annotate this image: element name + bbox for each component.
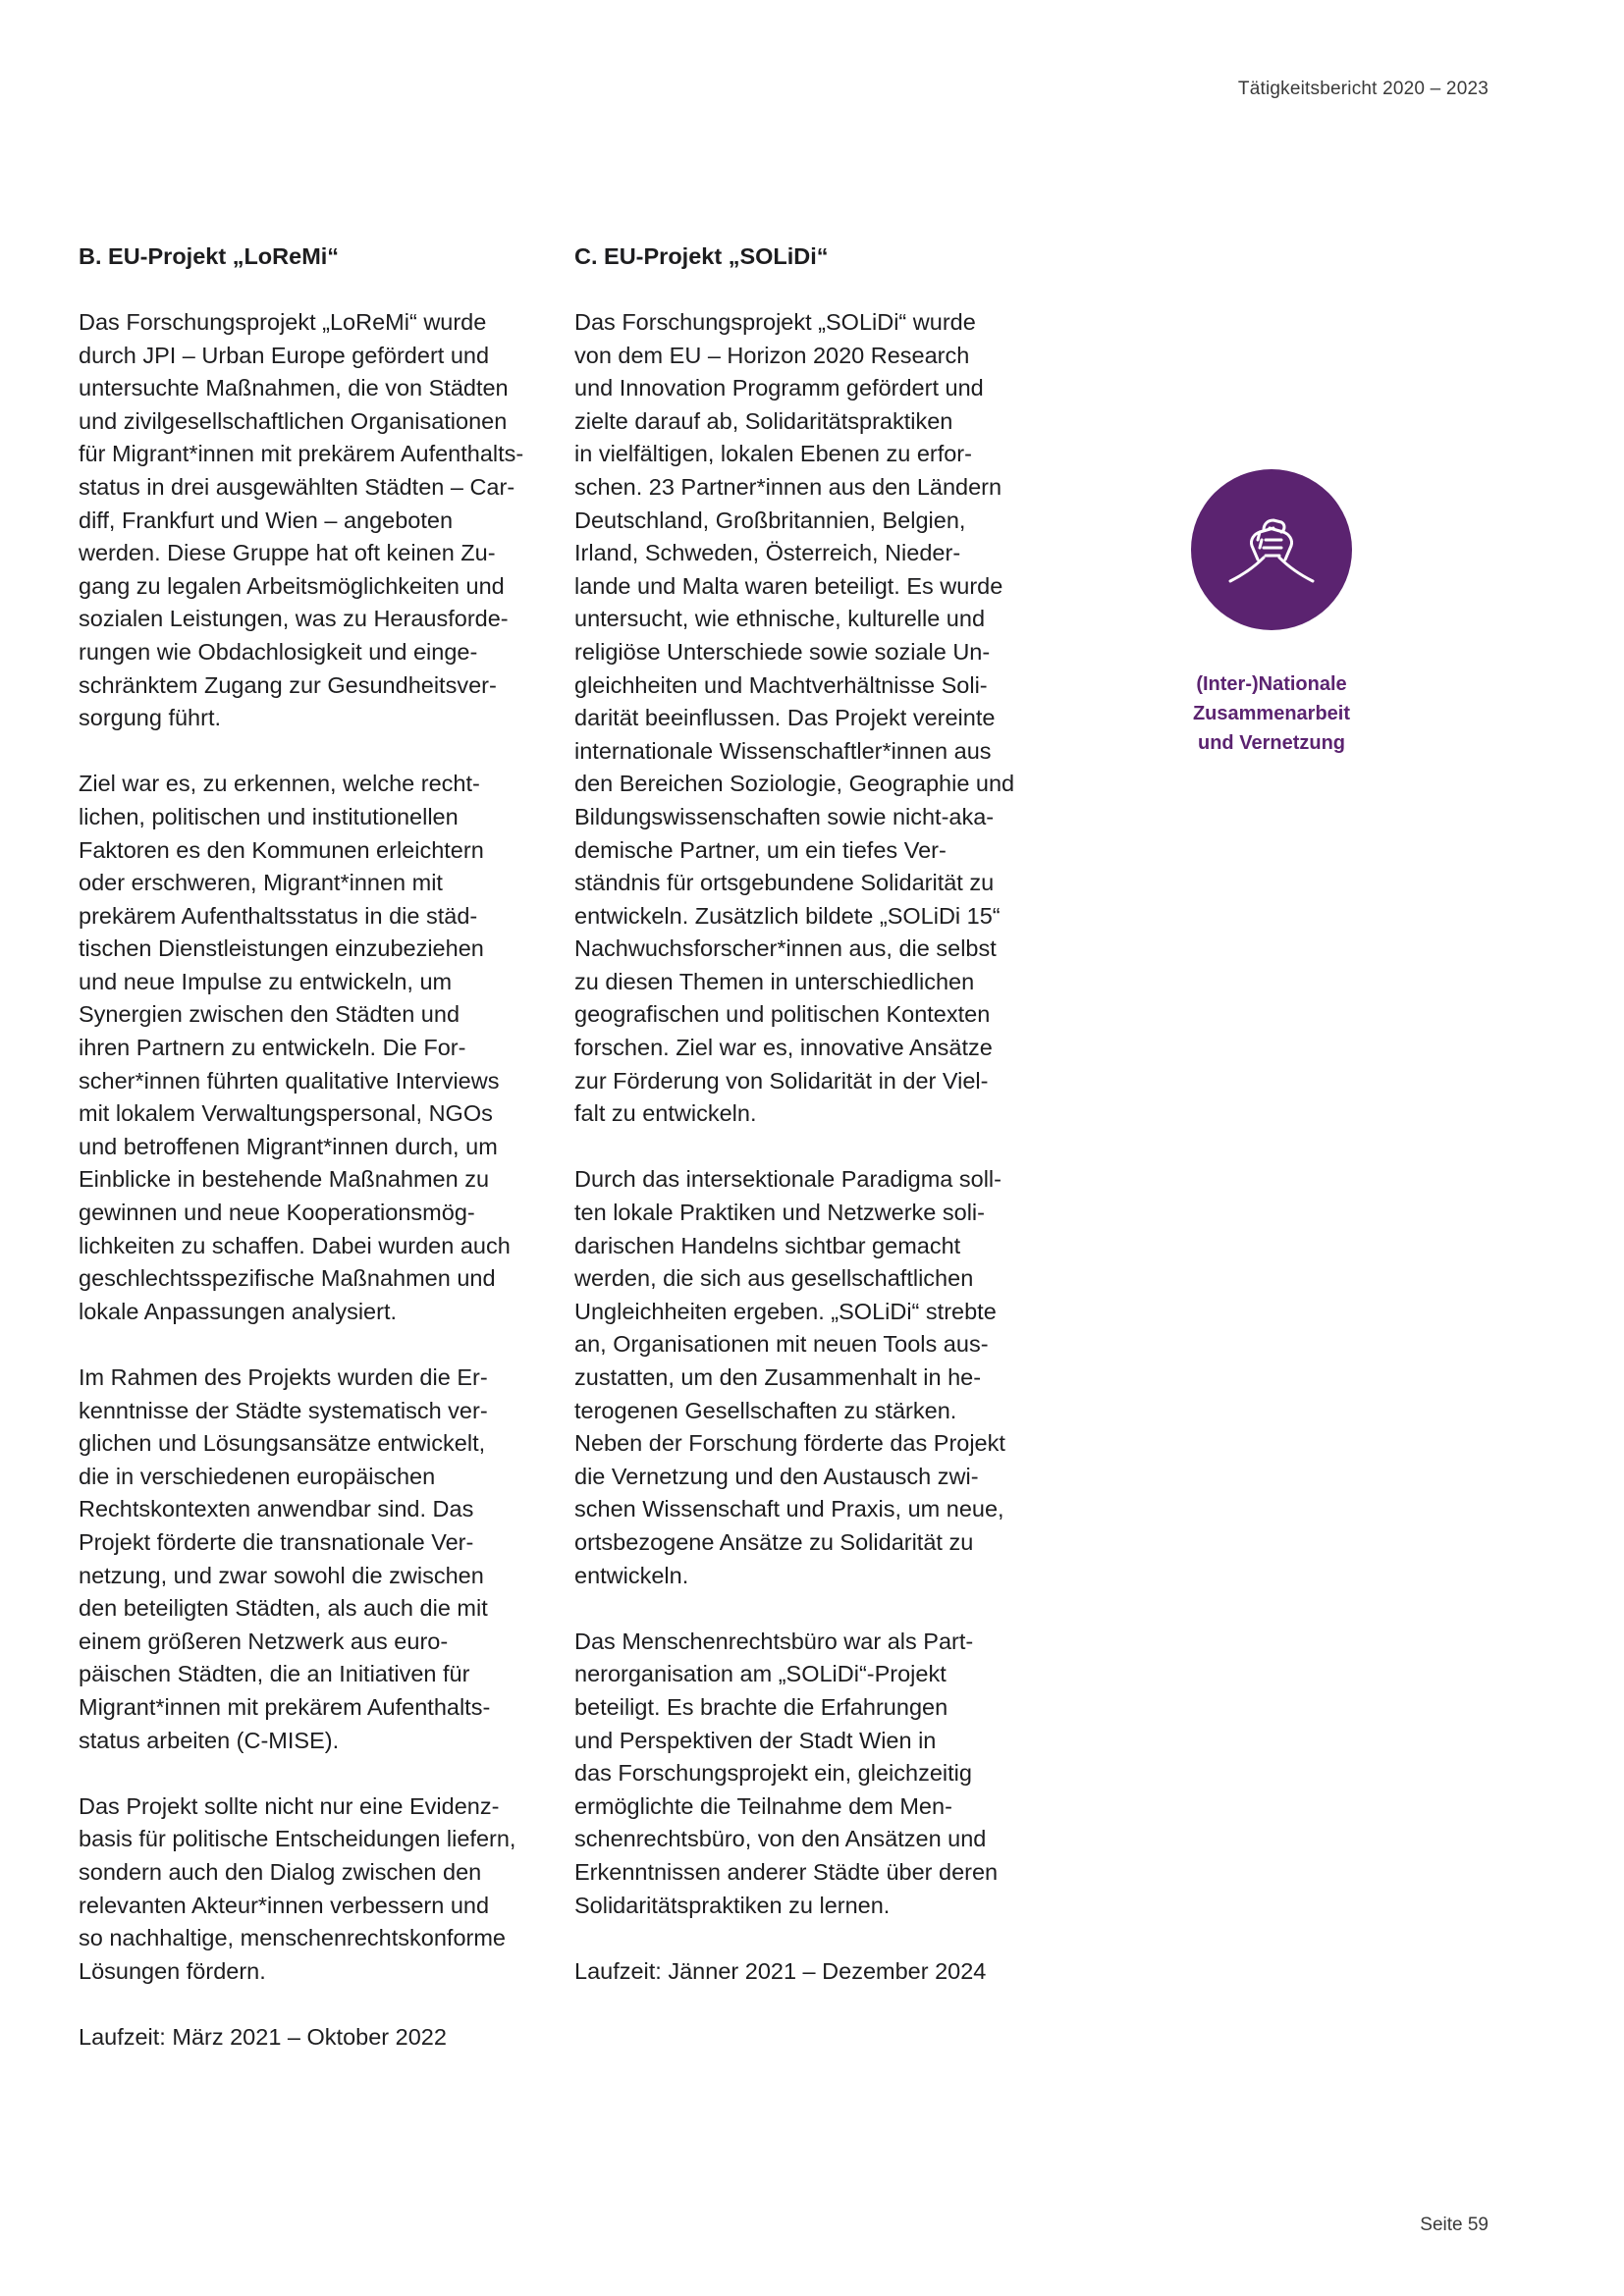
text-line: gewinnen und neue Kooperationsmög- — [79, 1200, 475, 1226]
text-line: Im Rahmen des Projekts wurden die Er- — [79, 1364, 488, 1390]
text-line: einem größeren Netzwerk aus euro- — [79, 1628, 449, 1654]
text-line: lokale Anpassungen analysiert. — [79, 1298, 397, 1324]
caption-line: (Inter-)Nationale — [1196, 673, 1347, 695]
text-line: falt zu entwickeln. — [574, 1100, 757, 1127]
text-line: Das Forschungsprojekt „SOLiDi“ wurde — [574, 309, 976, 335]
text-line: Neben der Forschung förderte das Projekt — [574, 1430, 1005, 1457]
middle-column — [574, 240, 1036, 2021]
body-paragraph — [79, 306, 540, 735]
text-line: Ungleichheiten ergeben. „SOLiDi“ strebte — [574, 1298, 997, 1324]
text-line: netzung, und zwar sowohl die zwischen — [79, 1562, 484, 1588]
text-line: ortsbezogene Ansätze zu Solidarität zu — [574, 1528, 974, 1555]
text-line: gang zu legalen Arbeitsmöglichkeiten und — [79, 572, 505, 599]
text-line: geografischen und politischen Kontexten — [574, 1001, 991, 1028]
text-line: Durch das intersektionale Paradigma soll- — [574, 1166, 1001, 1193]
text-line: scher*innen führten qualitative Interviews — [79, 1067, 500, 1094]
text-line: entwickeln. — [574, 1562, 689, 1588]
text-line: ständnis für ortsgebundene Solidarität zu — [574, 870, 995, 896]
text-line: internationale Wissenschaftler*innen aus — [574, 737, 992, 764]
text-line: Lösungen fördern. — [79, 1957, 266, 1984]
text-line: und Innovation Programm gefördert und — [574, 375, 984, 401]
handshake-icon — [1222, 501, 1321, 599]
text-line: oder erschweren, Migrant*innen mit — [79, 870, 443, 896]
section-heading-loremi: B. EU-Projekt „LoReMi“ — [79, 243, 340, 269]
text-line: ermöglichte die Teilnahme dem Men- — [574, 1792, 952, 1819]
text-line: Laufzeit: Jänner 2021 – Dezember 2024 — [574, 1957, 987, 1984]
text-line: Faktoren es den Kommunen erleichtern — [79, 836, 484, 863]
text-line: Das Projekt sollte nicht nur eine Evidenz- — [79, 1792, 500, 1819]
text-line: geschlechtsspezifische Maßnahmen und — [79, 1265, 496, 1292]
caption-line: und Vernetzung — [1198, 732, 1345, 754]
text-line: demische Partner, um ein tiefes Ver- — [574, 836, 947, 863]
text-line: Synergien zwischen den Städten und — [79, 1001, 460, 1028]
text-line: relevanten Akteur*innen verbessern und — [79, 1892, 490, 1918]
text-line: und Perspektiven der Stadt Wien in — [574, 1727, 937, 1753]
text-line: ten lokale Praktiken und Netzwerke soli- — [574, 1200, 985, 1226]
text-line: religiöse Unterschiede sowie soziale Un- — [574, 638, 991, 665]
text-line: Das Menschenrechtsbüro war als Part- — [574, 1628, 974, 1654]
text-line: beteiligt. Es brachte die Erfahrungen — [574, 1693, 948, 1720]
text-line: basis für politische Entscheidungen liefern, — [79, 1826, 516, 1852]
text-line: werden, die sich aus gesellschaftlichen — [574, 1265, 974, 1292]
text-line: mit lokalem Verwaltungspersonal, NGOs — [79, 1100, 493, 1127]
text-line: Einblicke in bestehende Maßnahmen zu — [79, 1166, 490, 1193]
text-line: schränktem Zugang zur Gesundheitsver- — [79, 671, 497, 698]
text-line: zur Förderung von Solidarität in der Viel- — [574, 1067, 989, 1094]
text-line: die Vernetzung und den Austausch zwi- — [574, 1463, 979, 1489]
text-line: tischen Dienstleistungen einzubeziehen — [79, 935, 484, 962]
text-line: zielte darauf ab, Solidaritätspraktiken — [574, 407, 953, 434]
body-paragraph — [79, 768, 540, 1328]
text-line: schen. 23 Partner*innen aus den Ländern — [574, 473, 1002, 500]
text-line: lichen, politischen und institutionellen — [79, 803, 459, 829]
text-line: Das Forschungsprojekt „LoReMi“ wurde — [79, 309, 487, 335]
left-column — [79, 240, 540, 2087]
text-line: sozialen Leistungen, was zu Herausforde- — [79, 606, 509, 632]
paragraph-list — [79, 306, 540, 2054]
text-line: darischen Handelns sichtbar gemacht — [574, 1232, 961, 1258]
text-line: zustatten, um den Zusammenhalt in he- — [574, 1364, 982, 1390]
text-line: Solidaritätspraktiken zu lernen. — [574, 1892, 891, 1918]
body-paragraph — [574, 1626, 1036, 1922]
paragraph-list — [574, 306, 1036, 1988]
text-line: Deutschland, Großbritannien, Belgien, — [574, 507, 966, 533]
text-line: untersuchte Maßnahmen, die von Städten — [79, 375, 509, 401]
text-line: an, Organisationen mit neuen Tools aus- — [574, 1331, 989, 1358]
text-line: glichen und Lösungsansätze entwickelt, — [79, 1430, 486, 1457]
text-line: für Migrant*innen mit prekärem Aufenthalts- — [79, 441, 524, 467]
text-line: Bildungswissenschaften sowie nicht-aka- — [574, 803, 995, 829]
text-line: diff, Frankfurt und Wien – angeboten — [79, 507, 454, 533]
text-line: gleichheiten und Machtverhältnisse Soli- — [574, 671, 988, 698]
text-line: Ziel war es, zu erkennen, welche recht- — [79, 771, 480, 797]
text-line: sondern auch den Dialog zwischen den — [79, 1858, 482, 1885]
text-line: schen Wissenschaft und Praxis, um neue, — [574, 1496, 1004, 1522]
text-line: prekärem Aufenthaltsstatus in die städ- — [79, 902, 478, 929]
text-line: kenntnisse der Städte systematisch ver- — [79, 1397, 488, 1423]
text-line: entwickeln. Zusätzlich bildete „SOLiDi 15“ — [574, 902, 1001, 929]
text-line: so nachhaltige, menschenrechtskonforme — [79, 1925, 506, 1951]
text-line: terogenen Gesellschaften zu stärken. — [574, 1397, 957, 1423]
body-paragraph — [574, 1955, 1036, 1989]
text-line: Irland, Schweden, Österreich, Nieder- — [574, 540, 961, 566]
text-line: zu diesen Themen in unterschiedlichen — [574, 968, 975, 994]
page-number: Seite 59 — [1420, 2215, 1489, 2235]
text-line: ihren Partnern zu entwickeln. Die For- — [79, 1035, 466, 1061]
running-header: Tätigkeitsbericht 2020 – 2023 — [1237, 79, 1489, 99]
text-line: und betroffenen Migrant*innen durch, um — [79, 1133, 498, 1159]
text-line: werden. Diese Gruppe hat oft keinen Zu- — [79, 540, 496, 566]
text-line: untersucht, wie ethnische, kulturelle und — [574, 606, 986, 632]
body-paragraph — [79, 1790, 540, 1989]
body-paragraph — [574, 306, 1036, 1131]
text-line: Projekt förderte die transnationale Ver- — [79, 1528, 474, 1555]
text-line: Rechtskontexten anwendbar sind. Das — [79, 1496, 474, 1522]
text-line: Erkenntnissen anderer Städte über deren — [574, 1858, 999, 1885]
text-line: in vielfältigen, lokalen Ebenen zu erfor- — [574, 441, 972, 467]
text-line: durch JPI – Urban Europe gefördert und — [79, 342, 490, 368]
text-line: Migrant*innen mit prekärem Aufenthalts- — [79, 1693, 491, 1720]
body-paragraph — [574, 1163, 1036, 1592]
text-line: schenrechtsbüro, von den Ansätzen und — [574, 1826, 987, 1852]
body-paragraph — [79, 1362, 540, 1757]
text-line: die in verschiedenen europäischen — [79, 1463, 436, 1489]
topic-badge — [1191, 469, 1352, 630]
text-line: rungen wie Obdachlosigkeit und einge- — [79, 638, 478, 665]
text-line: forschen. Ziel war es, innovative Ansätze — [574, 1035, 993, 1061]
text-line: den beteiligten Städten, als auch die mit — [79, 1595, 488, 1622]
topic-caption — [1139, 669, 1404, 758]
text-line: status in drei ausgewählten Städten – Car- — [79, 473, 515, 500]
section-heading-solidi: C. EU-Projekt „SOLiDi“ — [574, 243, 829, 269]
text-line: darität beeinflussen. Das Projekt vereinte — [574, 705, 996, 731]
topic-sidebar — [1139, 469, 1404, 758]
text-line: lichkeiten zu schaffen. Dabei wurden auch — [79, 1232, 511, 1258]
text-line: und zivilgesellschaftlichen Organisationen — [79, 407, 508, 434]
text-line: nerorganisation am „SOLiDi“-Projekt — [574, 1661, 947, 1687]
body-paragraph — [79, 2021, 540, 2055]
text-line: lande und Malta waren beteiligt. Es wurde — [574, 572, 1003, 599]
text-line: status arbeiten (C-MISE). — [79, 1727, 340, 1753]
text-line: sorgung führt. — [79, 705, 222, 731]
text-line: Laufzeit: März 2021 – Oktober 2022 — [79, 2023, 447, 2050]
text-line: und neue Impulse zu entwickeln, um — [79, 968, 453, 994]
text-line: von dem EU – Horizon 2020 Research — [574, 342, 970, 368]
text-line: Nachwuchsforscher*innen aus, die selbst — [574, 935, 997, 962]
text-line: den Bereichen Soziologie, Geographie und — [574, 771, 1015, 797]
caption-line: Zusammenarbeit — [1192, 703, 1351, 724]
text-line: päischen Städten, die an Initiativen für — [79, 1661, 470, 1687]
text-line: das Forschungsprojekt ein, gleichzeitig — [574, 1760, 972, 1787]
